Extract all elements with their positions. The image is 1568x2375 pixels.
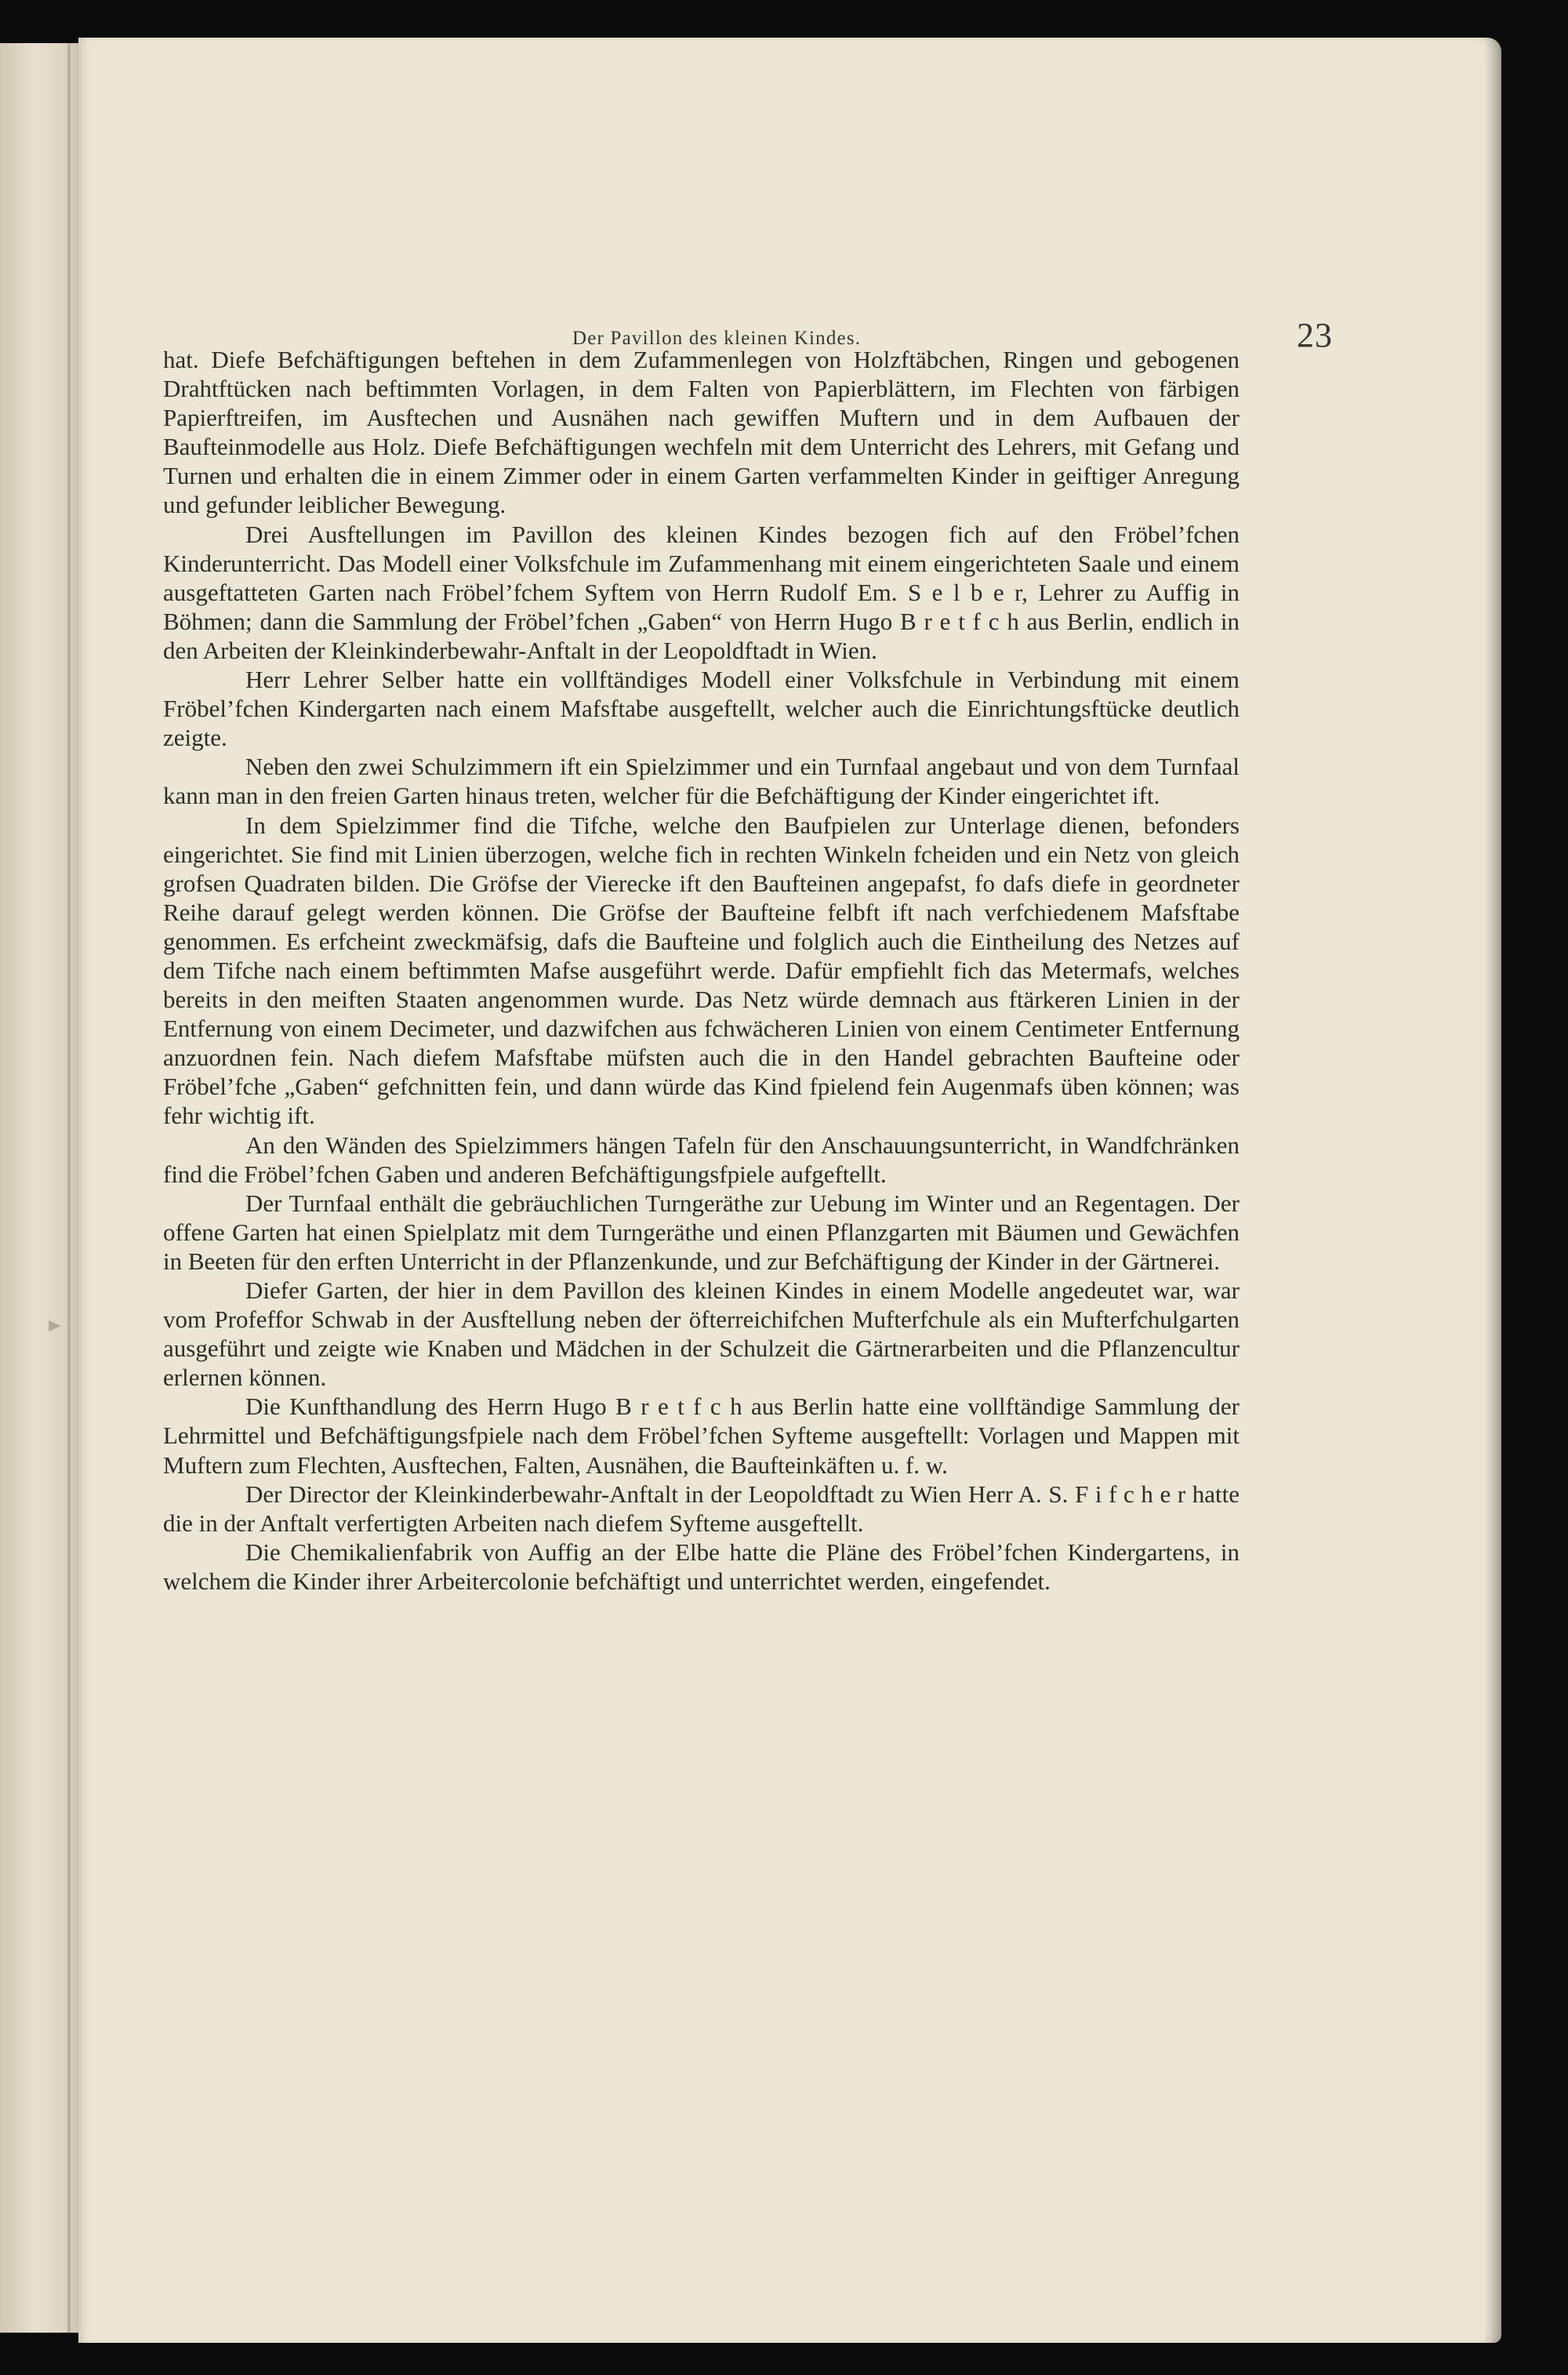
paragraph-10: Der Director der Kleinkinderbewahr-Anftalt in der Leopoldftadt zu Wien Herr A. S. F i f c h e r hatte die in der Anftalt verfertigten Arbeiten nach diefem Syfteme ausgeftellt. xyxy=(163,1480,1240,1537)
paragraph-11: Die Chemikalienfabrik von Auffig an der Elbe hatte die Pläne des Fröbel’fchen Kindergartens, in welchem die Kinder ihrer Arbeitercolonie befchäftigt und unterrichtet werden, eingefendet. xyxy=(163,1538,1240,1595)
paragraph-3: Herr Lehrer Selber hatte ein vollftändiges Modell einer Volksfchule in Verbindung mit einem Fröbel’fchen Kindergarten nach einem Mafsftabe ausgeftellt, welcher auch die Einrichtungsftücke deutlich zeigte. xyxy=(163,666,1240,752)
previous-page-edge xyxy=(0,43,81,2333)
paragraph-4: Neben den zwei Schulzimmern ift ein Spielzimmer und ein Turnfaal angebaut und von dem Turnfaal kann man in den freien Garten hinaus treten, welcher für die Befchäftigung der Kinder eingerichtet ift. xyxy=(163,753,1240,810)
page-fold-line xyxy=(67,43,71,2333)
paragraph-2: Drei Ausftellungen im Pavillon des kleinen Kindes bezogen fich auf den Fröbel’fchen Kinderunterricht. Das Modell einer Volksfchule im Zufammenhang mit einem eingerichteten Saale und einem ausgeftatteten Garten nach Fröbel’fchem Syftem von Herrn Rudolf Em. S e l b e r, Lehrer zu Auffig in Böhmen; dann die Sammlung der Fröbel’fchen „Gaben“ von Herrn Hugo B r e t f c h aus Berlin, endlich in den Arbeiten der Kleinkinderbewahr-Anftalt in der Leopoldftadt in Wien. xyxy=(163,520,1240,664)
paragraph-7: Der Turnfaal enthält die gebräuchlichen Turngeräthe zur Uebung im Winter und an Regentagen. Der offene Garten hat einen Spielplatz mit dem Turngeräthe und einen Pflanzgarten mit Bäumen und Gewächfen in Beeten für den erften Unterricht in der Pflanzenkunde, und zur Befchäftigung der Kinder in der Gärtnerei. xyxy=(163,1189,1240,1275)
paragraph-8: Diefer Garten, der hier in dem Pavillon des kleinen Kindes in einem Modelle angedeutet war, war vom Profeffor Schwab in der Ausftellung neben der öfterreichifchen Mufterfchule als ein Mufterfchulgarten ausgeführt und zeigte wie Knaben und Mädchen in der Schulzeit die Gärtnerarbeiten und die Pflanzencultur erlernen können. xyxy=(163,1276,1240,1392)
paragraph-6: An den Wänden des Spielzimmers hängen Tafeln für den Anschauungsunterricht, in Wandfchränken find die Fröbel’fchen Gaben und anderen Befchäftigungsfpiele aufgeftellt. xyxy=(163,1131,1240,1188)
page-number: 23 xyxy=(1297,316,1333,354)
paragraph-9: Die Kunfthandlung des Herrn Hugo B r e t f c h aus Berlin hatte eine vollftändige Sammlung der Lehrmittel und Befchäftigungsfpiele nach dem Fröbel’fchen Syfteme ausgeftellt: Vorlagen und Mappen mit Muftern zum Flechten, Ausftechen, Falten, Ausnähen, die Baufteinkäften u. f. w. xyxy=(163,1393,1240,1479)
body-text xyxy=(163,345,1240,1596)
paragraph-1: hat. Diefe Befchäftigungen beftehen in dem Zufammenlegen von Holzftäbchen, Ringen und gebogenen Drahtftücken nach beftimmten Vorlagen, in dem Falten von Papierblättern, im Flechten von färbigen Papierftreifen, im Ausftechen und Ausnähen nach gewiffen Muftern und in dem Aufbauen der Baufteinmodelle aus Holz. Diefe Befchäftigungen wechfeln mit dem Unterricht des Lehrers, mit Gefang und Turnen und erhalten die in einem Zimmer oder in einem Garten verfammelten Kinder in geiftiger Anregung und gefunder leiblicher Bewegung. xyxy=(163,346,1240,519)
paragraph-5: In dem Spielzimmer find die Tifche, welche den Baufpielen zur Unterlage dienen, befonders eingerichtet. Sie find mit Linien überzogen, welche fich in rechten Winkeln fcheiden und ein Netz von gleich grofsen Quadraten bilden. Die Gröfse der Vierecke ift den Baufteinen angepafst, fo dafs diefe in geordneter Reihe darauf gelegt werden können. Die Gröfse der Baufteine felbft ift nach verfchiedenem Mafsftabe genommen. Es erfcheint zweckmäfsig, dafs die Baufteine und folglich auch die Eintheilung des Netzes auf dem Tifche nach einem beftimmten Mafse ausgeführt werde. Dafür empfiehlt fich das Metermafs, welches bereits in den meiften Staaten angenommen wurde. Das Netz würde demnach aus ftärkeren Linien in der Entfernung von einem Decimeter, und dazwifchen aus fchwächeren Linien von einem Centimeter Entfernung anzuordnen fein. Nach diefem Mafsftabe müfsten auch die in den Handel gebrachten Baufteine oder Fröbel’fche „Gaben“ gefchnitten fein, und dann würde das Kind fpielend fein Augenmafs üben können; was fehr wichtig ift. xyxy=(163,811,1240,1130)
margin-mark xyxy=(49,1320,61,1331)
running-head: Der Pavillon des kleinen Kindes. xyxy=(572,328,862,349)
